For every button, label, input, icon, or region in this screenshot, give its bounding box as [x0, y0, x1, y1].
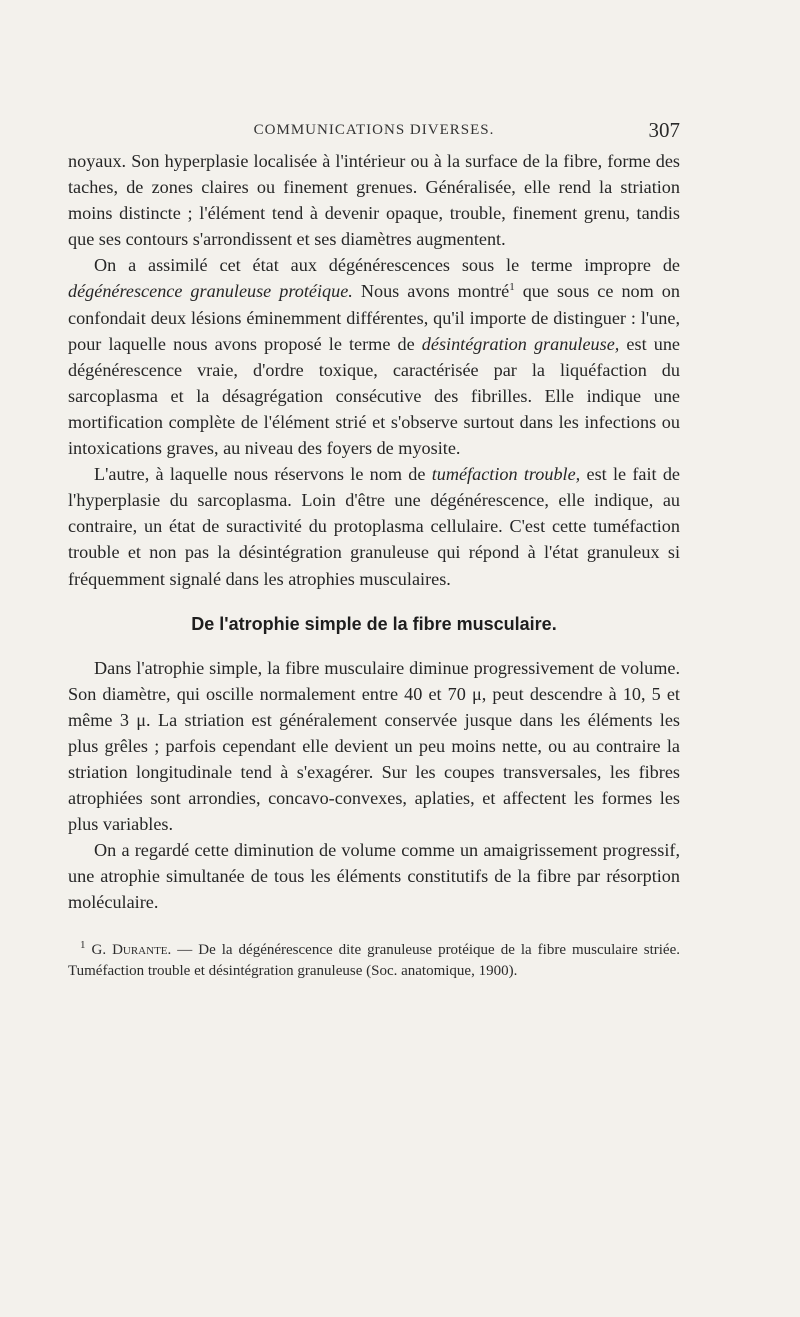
footnote-marker: 1	[80, 938, 86, 951]
paragraph-3-text-b: est le fait de l'hyperplasie du sarcoplasma. Loin d'être une dégénérescence, elle indique, au contraire, un état de suractivité du protoplasma cellulaire. C'est cette tuméfaction trouble et non pas la désintégration granuleuse qui répond à l'état granuleux si fréquemment signalé dans les atrophies musculaires.	[68, 464, 681, 589]
paragraph-3-text-a: L'autre, à laquelle nous réservons le nom de	[94, 464, 432, 485]
paragraph-1: noyaux. Son hyperplasie localisée à l'intérieur ou à la surface de la fibre, forme des taches, de zones claires ou finement grenues. Généralisée, elle rend la striation moins distincte ; l'élément tend à devenir opaque, trouble, finement grenu, tandis que ses contours s'arrondissent et ses diamètres augmentent.	[68, 151, 680, 250]
paragraph-2-text-b: Nous avons montré	[352, 281, 510, 302]
page-number: 307	[648, 118, 680, 142]
section-heading: De l'atrophie simple de la fibre musculaire.	[191, 613, 557, 634]
footnote	[68, 940, 680, 983]
document-page	[68, 118, 680, 983]
term-tumefaction-trouble: tuméfaction trouble,	[431, 464, 581, 485]
paragraph-4: Dans l'atrophie simple, la fibre musculaire diminue progressivement de volume. Son diamètre, qui oscille normalement entre 40 et 70 μ, peut descendre à 10, 5 et même 3 μ. La striation est généralement conservée jusque dans les éléments les plus grêles ; parfois cependant elle devient un peu moins nette, ou au contraire la striation longitudinale tend à s'exagérer. Sur les coupes transversales, les fibres atrophiées sont arrondies, concavo-convexes, aplaties, et affectent les formes les plus variables.	[68, 657, 680, 835]
footnote-reference[interactable]: 1	[509, 281, 515, 294]
paragraph-3	[68, 461, 680, 591]
running-title: COMMUNICATIONS DIVERSES.	[253, 122, 495, 138]
footnote-text: — De la dégénérescence dite granuleuse protéique de la fibre musculaire striée. Tuméfaction trouble et désintégration granuleuse (Soc. anatomique, 1900).	[68, 941, 680, 980]
body-text	[68, 148, 680, 916]
footnote-author: G. Durante.	[91, 941, 172, 958]
paragraph-2-text-a: On a assimilé cet état aux dégénérescences sous le terme impropre de	[94, 255, 680, 276]
paragraph-5: On a regardé cette diminution de volume comme un amaigrissement progressif, une atrophie simultanée de tous les éléments constitutifs de la fibre par résorption moléculaire.	[68, 840, 680, 913]
term-desintegration-granuleuse: désintégration granuleuse,	[421, 333, 620, 354]
paragraph-2-text-d: est une dégénérescence vraie, d'ordre toxique, caractérisée par la liquéfaction du sarcoplasma et la désagrégation consécutive des fibrilles. Elle indique une mortification complète de l'élément strié et s'observe surtout dans les infections ou intoxications graves, au niveau des foyers de myosite.	[68, 333, 680, 459]
paragraph-2-text-c: que sous ce nom on confondait deux lésions éminemment différentes, qu'il importe de distinguer : l'une, pour laquelle nous avons proposé le terme de	[68, 281, 680, 354]
running-head	[68, 118, 680, 148]
paragraph-2	[68, 252, 680, 461]
term-degenerescence-granuleuse: dégénérescence granuleuse protéique.	[68, 281, 353, 302]
